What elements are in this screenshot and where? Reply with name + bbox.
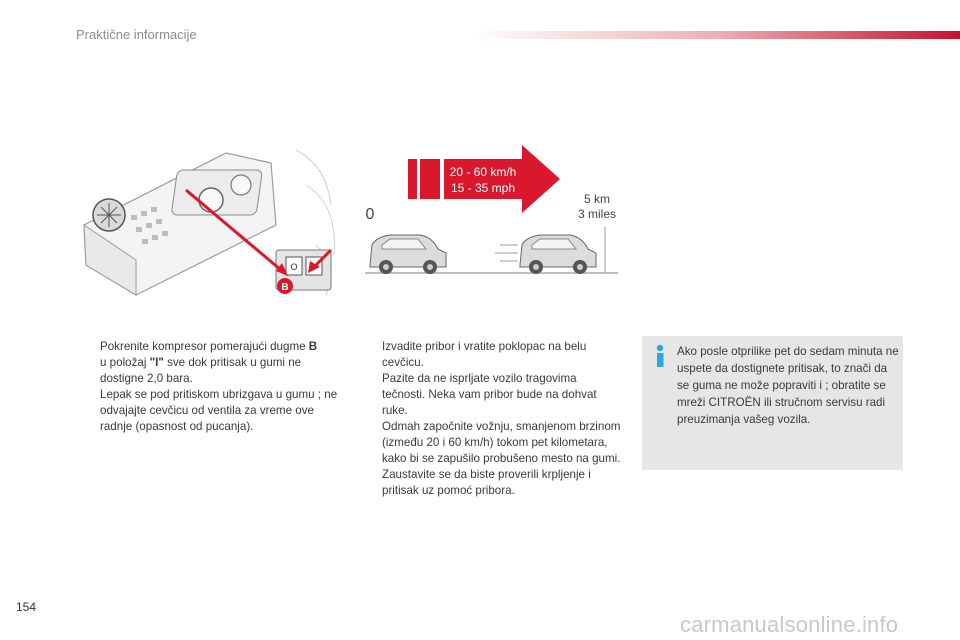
info-icon	[652, 344, 668, 368]
callout-b-label: B	[281, 282, 289, 293]
start-zero-label: 0	[365, 206, 375, 223]
list-item: Odmah započnite vožnju, smanjenom brzinom (između 20 i 60 km/h) tokom pet kilometara, kako bi se zapušilo probušeno mesto na gumi.	[382, 420, 621, 465]
info-text: Ako posle otprilike pet do sedam minuta ne uspete da dostignete pritisak, to znači da se guma ne može popraviti i ; obratite se mreži CITROËN ili stručnom servisu radi preuzimanja vašeg vozila.	[677, 345, 899, 426]
middle-instruction-column	[360, 339, 622, 499]
speed-kmh-label: 20 - 60 km/h	[449, 165, 517, 179]
page-number: 154	[16, 600, 37, 614]
watermark-text: carmanualsonline.info	[680, 612, 899, 637]
left-instruction-column	[78, 339, 340, 435]
info-box	[642, 336, 903, 470]
compressor-illustration	[76, 145, 338, 307]
instruction-warning: Lepak se pod pritiskom ubrizgava u gumu ; ne odvajajte cevčicu od ventila za vreme ove radnje (opasnost od pucanja).	[100, 388, 338, 433]
list-item: Zaustavite se da biste proverili krpljenje i pritisak uz pomoć pribora.	[382, 468, 591, 497]
speed-mph-label: 15 - 35 mph	[450, 181, 516, 195]
car-start-icon	[370, 235, 446, 274]
instruction-text: Pokrenite kompresor pomerajući dugme B u položaj "I" sve dok pritisak u gumi ne dostigne 2,0 bara.	[100, 340, 318, 385]
page-header-title: Praktične informacije	[76, 27, 197, 42]
list-item: Izvadite pribor i vratite poklopac na belu cevčicu. Pazite da ne isprljate vozilo tragovima tečnosti. Neka vam pribor bude na dohvat ruke.	[382, 340, 597, 417]
car-moving-icon	[520, 235, 596, 274]
distance-miles-label: 3 miles	[577, 207, 617, 221]
list-item	[78, 339, 340, 435]
switch-label-o: O	[290, 262, 298, 272]
distance-km-label: 5 km	[583, 192, 611, 206]
header-accent-bar	[470, 31, 960, 39]
drive-distance-illustration	[360, 145, 622, 280]
